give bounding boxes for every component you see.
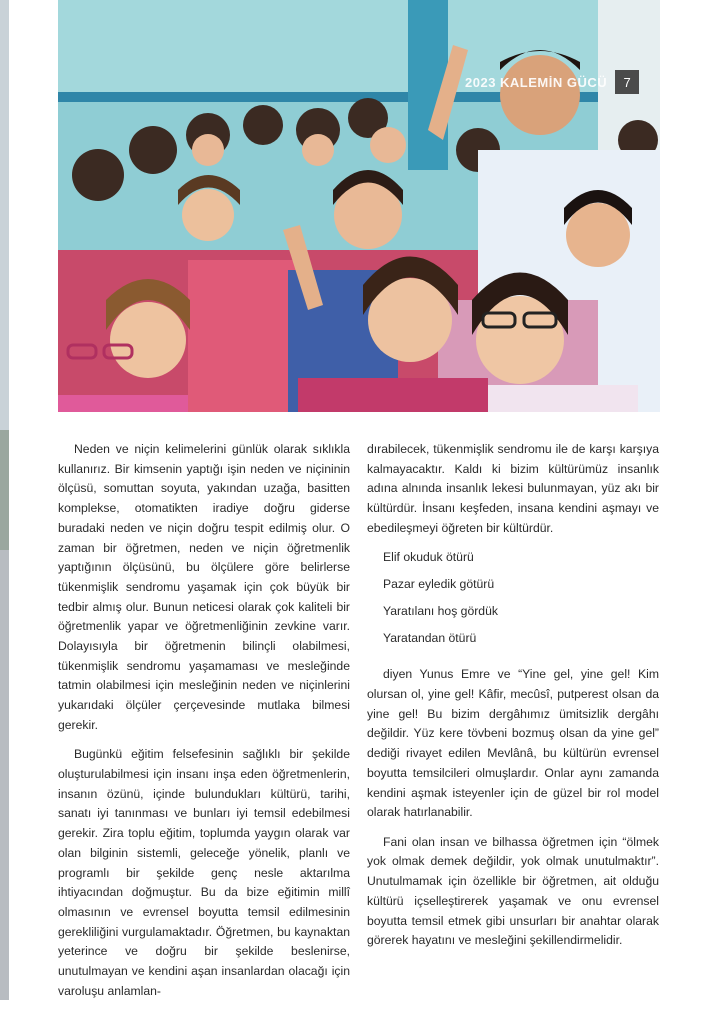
paragraph: Fani olan insan ve bilhassa öğretmen için “ölmek yok olmak demek değildir, yok olmak unutulmaktır”. Unutulmamak için özellikle bir öğretmen, ait olduğu kültürü içselleştirerek yaşamak ve onu evrensel boyutta temsil etmek gibi unsurları bir anahtar olarak görerek hayatını ve mesleğini şekillendirmelidir. [367, 834, 659, 948]
poem-quote [383, 548, 659, 656]
poem-line: Elif okuduk ötürü [383, 550, 474, 565]
paragraph: diyen Yunus Emre ve “Yine gel, yine gel! Kim olursan ol, yine gel! Kâfir, mecûsî, putperest olsan da yine gel! Bu bizim dergâhımız ümitsizlik dergâhı değildir. Yüz kere tövbeni bozmuş olsan da yine gel” dediği rivayet edilen Mevlânâ, bu kültürün evrensel boyutta temsilcileri olmuşlardır. Onlar aynı zamanda kendini aşmak isteyenler için de güzel bir rol model olarak hatırlanabilir. [367, 667, 659, 820]
page-number: 7 [615, 70, 639, 94]
paragraph: dırabilecek, tükenmişlik sendromu ile de karşı karşıya kalmayacaktır. Kaldı ki bizim kültürümüz insanlık adına alnında insanlık lekesi bulunmayan, yüz akı bir kültürdür. İnsanı keşfeden, insana kendini aşmayı ve ebedileşmeyi öğreten bir kültürdür. [367, 442, 659, 535]
paragraph: Bugünkü eğitim felsefesinin sağlıklı bir şekilde oluşturulabilmesi için insanı inşa eden öğretmenlerin, insanın özünü, içinde bulundukları kültürü, tarihi, sanatı iyi tanınması ve bunları iyi temsil edebilmesi gerekir. Zira toplu eğitim, toplumda yaygın olarak var olan bilginin sistemli, geleceğe yönelik, planlı ve programlı bir şekilde genç nesle aktarılma ihtiyacından doğmuştur. Bu da bize eğitimin millî olmasının ve evrensel boyutta temsil edilmesinin gerekliliğini vurgulamaktadır. Öğretmen, bu kaynaktan yeterince ve doğru bir şekilde beslenirse, unutulmayan ve kendini aşan insanlardan olacağı için varoluşu anlamlan- [58, 747, 350, 998]
poem-line: Pazar eyledik götürü [383, 577, 495, 592]
right-text-column [367, 440, 659, 961]
left-text-column [58, 440, 350, 1011]
header-title: 2023 KALEMİN GÜCÜ [465, 74, 608, 90]
poem-line: Yaratandan ötürü [383, 631, 477, 646]
paragraph: Neden ve niçin kelimelerini günlük olarak sıklıkla kullanırız. Bir kimsenin yaptığı işin neden ve niçininin ölçüsü, somuttan soyuta, yakından uzağa, basitten komplekse, otomatikten iradiye doğru giderse buradaki neden ve niçin doğru tespit edilmiş olur. O zaman bir öğretmen, neden ve niçin öğretmenlik yaptığının ölçüsünü, bu ölçülere göre belirlerse tükenmişlik sendromu yaşamak için çok büyük bir tedbir almış olur. Bunun neticesi olarak çok kaliteli bir öğretmenlik yapar ve öğretmenliğinin zevkine varır. Dolayısıyla bir öğretmenin bilinçli olabilmesi, tükenmişlik sendromu yaşamaması ve mesleğinde tatmin olabilmesi için mesleğinin neden ve niçinlerini yukarıdaki ölçüler çerçevesinde mutlaka bilmesi gerekir. [58, 442, 350, 732]
left-edge-strip [0, 0, 9, 1000]
running-header [465, 70, 639, 94]
classroom-photo [58, 0, 660, 412]
poem-line: Yaratılanı hoş gördük [383, 604, 498, 619]
